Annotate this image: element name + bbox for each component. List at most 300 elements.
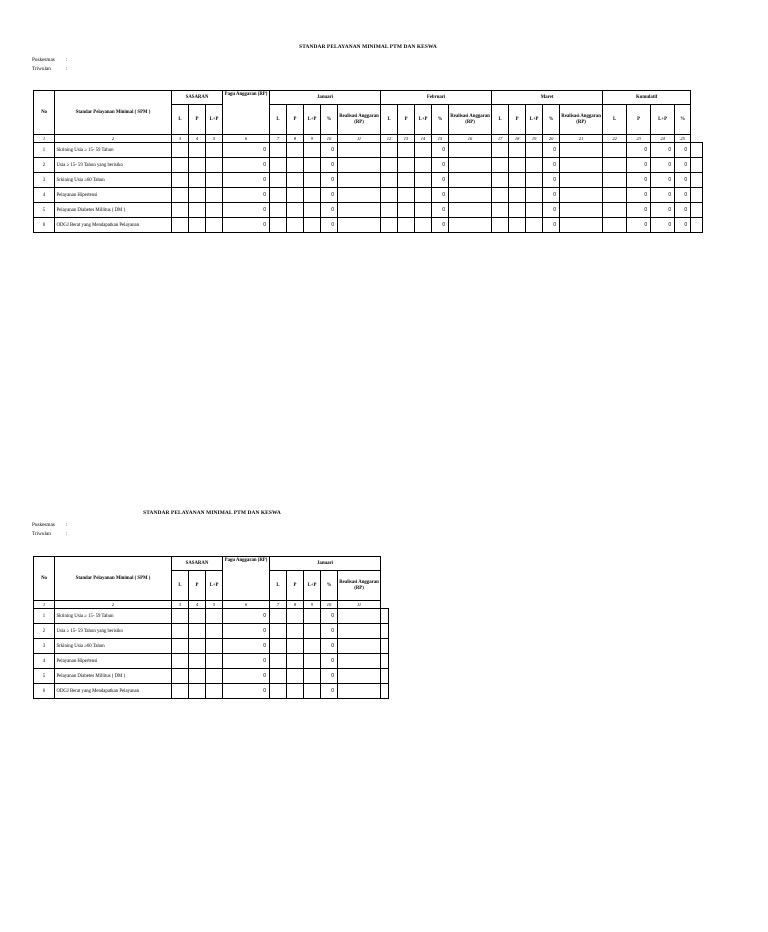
column-number: 13 xyxy=(398,135,415,143)
row-number: 4 xyxy=(34,188,55,203)
empty-cell xyxy=(398,158,415,173)
value-cell: 0 xyxy=(321,143,338,158)
empty-cell xyxy=(338,684,381,699)
row-spm-name: Pelayanan Diabetes Millitus ( DM ) xyxy=(55,669,172,684)
puskesmas-colon: : xyxy=(66,522,68,528)
value-cell: 0 xyxy=(321,669,338,684)
column-number-row xyxy=(34,601,389,609)
empty-cell xyxy=(338,218,381,233)
value-cell: 0 xyxy=(627,218,651,233)
empty-cell xyxy=(603,158,627,173)
empty-cell xyxy=(526,143,543,158)
empty-cell xyxy=(270,218,287,233)
empty-cell xyxy=(189,624,206,639)
empty-cell xyxy=(398,218,415,233)
header-sasaran-p: P xyxy=(189,105,206,135)
empty-cell xyxy=(270,609,287,624)
value-cell: 0 xyxy=(432,158,449,173)
value-cell: 0 xyxy=(432,188,449,203)
empty-cell xyxy=(603,143,627,158)
value-cell: 0 xyxy=(321,639,338,654)
header-feb-l: L xyxy=(381,105,398,135)
empty-cell xyxy=(206,654,223,669)
column-number: 11 xyxy=(338,135,381,143)
empty-cell xyxy=(287,143,304,158)
value-cell: 0 xyxy=(651,218,675,233)
column-number: 4 xyxy=(189,601,206,609)
empty-cell xyxy=(560,173,603,188)
row-spm-name: Srkining Usia ≥60 Tahun xyxy=(55,173,172,188)
triwulan-label: Triwulan xyxy=(32,530,51,537)
row-number: 2 xyxy=(34,158,55,173)
empty-cell xyxy=(381,203,398,218)
empty-cell xyxy=(172,203,189,218)
empty-cell xyxy=(691,188,703,203)
value-cell: 0 xyxy=(321,624,338,639)
empty-cell xyxy=(270,669,287,684)
empty-cell xyxy=(206,639,223,654)
header-jan-p: P xyxy=(287,105,304,135)
header-sasaran-p: P xyxy=(189,571,206,601)
empty-cell xyxy=(381,639,389,654)
triwulan-line xyxy=(32,65,67,74)
empty-cell xyxy=(287,173,304,188)
empty-cell xyxy=(189,143,206,158)
row-spm-name: ODGJ Berat yang Mendapatkan Pelayanan xyxy=(55,218,172,233)
value-cell: 0 xyxy=(432,218,449,233)
empty-cell xyxy=(492,203,509,218)
value-cell: 0 xyxy=(543,158,560,173)
empty-cell xyxy=(492,188,509,203)
empty-cell xyxy=(206,173,223,188)
spm-table-monthly xyxy=(33,556,389,699)
column-number: 24 xyxy=(651,135,675,143)
row-spm-name: Srkining Usia ≥60 Tahun xyxy=(55,639,172,654)
empty-cell xyxy=(338,143,381,158)
page-title: STANDAR PELAYANAN MINIMAL PTM DAN KESWA xyxy=(299,44,437,50)
header-kum-l: L xyxy=(603,105,627,135)
value-cell: 0 xyxy=(321,173,338,188)
empty-cell xyxy=(603,203,627,218)
column-number: 5 xyxy=(206,135,223,143)
empty-cell xyxy=(691,143,703,158)
empty-cell xyxy=(189,639,206,654)
empty-cell xyxy=(509,173,526,188)
value-cell: 0 xyxy=(651,143,675,158)
empty-cell xyxy=(449,218,492,233)
empty-cell xyxy=(449,143,492,158)
empty-cell xyxy=(304,173,321,188)
empty-cell xyxy=(304,669,321,684)
table-row xyxy=(34,639,389,654)
empty-cell xyxy=(449,203,492,218)
row-number: 3 xyxy=(34,173,55,188)
header-sasaran-l: L xyxy=(172,105,189,135)
header-mar-pct: % xyxy=(543,105,560,135)
empty-cell xyxy=(270,639,287,654)
value-cell: 0 xyxy=(627,188,651,203)
empty-cell xyxy=(492,143,509,158)
empty-cell xyxy=(189,684,206,699)
empty-cell xyxy=(287,654,304,669)
header-januari: Januari xyxy=(270,91,381,105)
column-number: 5 xyxy=(206,601,223,609)
value-cell: 0 xyxy=(651,158,675,173)
empty-cell xyxy=(189,218,206,233)
empty-cell xyxy=(206,684,223,699)
empty-cell xyxy=(338,158,381,173)
empty-cell xyxy=(189,203,206,218)
row-number: 1 xyxy=(34,143,55,158)
value-cell: 0 xyxy=(651,173,675,188)
header-mar-realisasi: Realisasi Anggaran (RP) xyxy=(560,105,603,135)
value-cell: 0 xyxy=(223,143,270,158)
empty-cell xyxy=(526,188,543,203)
empty-cell xyxy=(398,203,415,218)
empty-cell xyxy=(415,158,432,173)
empty-cell xyxy=(415,143,432,158)
column-number: 7 xyxy=(270,135,287,143)
header-pagu: Pagu Anggaran (RP) xyxy=(223,557,270,601)
empty-cell xyxy=(270,654,287,669)
empty-cell xyxy=(381,669,389,684)
page-title-2: STANDAR PELAYANAN MINIMAL PTM DAN KESWA xyxy=(143,510,281,516)
empty-cell xyxy=(449,158,492,173)
triwulan-colon: : xyxy=(66,65,68,72)
value-cell: 0 xyxy=(321,684,338,699)
value-cell: 0 xyxy=(223,609,270,624)
empty-cell xyxy=(172,173,189,188)
value-cell: 0 xyxy=(223,654,270,669)
value-cell: 0 xyxy=(543,218,560,233)
empty-cell xyxy=(304,158,321,173)
empty-cell xyxy=(381,218,398,233)
row-number: 3 xyxy=(34,639,55,654)
column-number-row xyxy=(34,135,703,143)
column-number: 21 xyxy=(560,135,603,143)
column-number: 8 xyxy=(287,601,304,609)
value-cell: 0 xyxy=(223,684,270,699)
empty-cell xyxy=(560,158,603,173)
header-jan-realisasi: Realisasi Anggaran (RP) xyxy=(338,105,381,135)
empty-cell xyxy=(338,624,381,639)
empty-cell xyxy=(509,203,526,218)
header-kumulatif: Kumulatif xyxy=(603,91,691,105)
empty-cell xyxy=(189,173,206,188)
value-cell: 0 xyxy=(223,624,270,639)
empty-cell xyxy=(492,158,509,173)
empty-cell xyxy=(206,218,223,233)
column-number: 6 xyxy=(223,135,270,143)
empty-cell xyxy=(270,158,287,173)
row-spm-name: Usia ≥ 15- 59 Tahun yang berisiko xyxy=(55,158,172,173)
header-feb-pct: % xyxy=(432,105,449,135)
column-number: 22 xyxy=(603,135,627,143)
table-row xyxy=(34,203,703,218)
value-cell: 0 xyxy=(432,203,449,218)
puskesmas-label: Puskesmas xyxy=(32,57,55,63)
empty-cell xyxy=(381,684,389,699)
empty-cell xyxy=(691,203,703,218)
value-cell: 0 xyxy=(321,609,338,624)
row-spm-name: Usia ≥ 15- 59 Tahun yang berisiko xyxy=(55,624,172,639)
empty-cell xyxy=(691,158,703,173)
empty-cell xyxy=(415,173,432,188)
empty-cell xyxy=(172,684,189,699)
header-januari: Januari xyxy=(270,557,381,571)
header-sasaran-lp: L+P xyxy=(206,571,223,601)
value-cell: 0 xyxy=(675,203,691,218)
value-cell: 0 xyxy=(675,188,691,203)
value-cell: 0 xyxy=(543,188,560,203)
row-number: 2 xyxy=(34,624,55,639)
empty-cell xyxy=(338,188,381,203)
value-cell: 0 xyxy=(223,203,270,218)
value-cell: 0 xyxy=(543,143,560,158)
column-number: 8 xyxy=(287,135,304,143)
empty-cell xyxy=(287,158,304,173)
value-cell: 0 xyxy=(223,173,270,188)
empty-cell xyxy=(304,624,321,639)
empty-cell xyxy=(381,624,389,639)
empty-cell xyxy=(304,143,321,158)
value-cell: 0 xyxy=(223,158,270,173)
row-number: 5 xyxy=(34,203,55,218)
empty-cell xyxy=(398,173,415,188)
empty-cell xyxy=(270,173,287,188)
header-jan-pct: % xyxy=(321,571,338,601)
report-meta xyxy=(32,56,67,73)
empty-cell xyxy=(449,173,492,188)
header-no: No xyxy=(34,557,55,601)
empty-cell xyxy=(270,684,287,699)
empty-cell xyxy=(560,203,603,218)
empty-cell xyxy=(398,143,415,158)
empty-cell xyxy=(415,203,432,218)
value-cell: 0 xyxy=(627,173,651,188)
empty-cell xyxy=(381,143,398,158)
empty-cell xyxy=(338,203,381,218)
empty-cell xyxy=(206,624,223,639)
empty-cell xyxy=(206,188,223,203)
header-mar-p: P xyxy=(509,105,526,135)
column-number: 19 xyxy=(526,135,543,143)
empty-cell xyxy=(509,143,526,158)
puskesmas-line xyxy=(32,521,67,530)
header-mar-lp: L+P xyxy=(526,105,543,135)
empty-cell xyxy=(381,158,398,173)
empty-cell xyxy=(415,218,432,233)
header-sasaran-l: L xyxy=(172,571,189,601)
empty-cell xyxy=(338,639,381,654)
header-spm: Standar Pelayanan Minimal ( SPM ) xyxy=(55,91,172,135)
empty-cell xyxy=(381,609,389,624)
empty-cell xyxy=(304,188,321,203)
empty-cell xyxy=(270,203,287,218)
empty-cell xyxy=(526,158,543,173)
empty-cell xyxy=(206,609,223,624)
empty-cell xyxy=(492,173,509,188)
empty-cell xyxy=(509,158,526,173)
empty-cell xyxy=(206,203,223,218)
value-cell: 0 xyxy=(543,203,560,218)
empty-cell xyxy=(526,218,543,233)
empty-cell xyxy=(189,188,206,203)
empty-cell xyxy=(509,188,526,203)
empty-cell xyxy=(603,173,627,188)
column-number: 7 xyxy=(270,601,287,609)
header-no: No xyxy=(34,91,55,135)
table-row xyxy=(34,173,703,188)
value-cell: 0 xyxy=(627,143,651,158)
empty-cell xyxy=(287,669,304,684)
empty-cell xyxy=(304,203,321,218)
header-feb-p: P xyxy=(398,105,415,135)
table-row xyxy=(34,654,389,669)
empty-cell xyxy=(304,639,321,654)
header-feb-realisasi: Realisasi Anggaran (RP) xyxy=(449,105,492,135)
table-row xyxy=(34,143,703,158)
value-cell: 0 xyxy=(223,218,270,233)
header-sasaran: SASARAN xyxy=(172,91,223,105)
row-number: 6 xyxy=(34,218,55,233)
empty-cell xyxy=(189,669,206,684)
value-cell: 0 xyxy=(675,143,691,158)
header-jan-l: L xyxy=(270,105,287,135)
empty-cell xyxy=(189,654,206,669)
header-kum-p: P xyxy=(627,105,651,135)
value-cell: 0 xyxy=(543,173,560,188)
header-feb-lp: L+P xyxy=(415,105,432,135)
column-number: 23 xyxy=(627,135,651,143)
empty-cell xyxy=(338,173,381,188)
empty-cell xyxy=(449,188,492,203)
value-cell: 0 xyxy=(675,158,691,173)
value-cell: 0 xyxy=(432,173,449,188)
column-number: 4 xyxy=(189,135,206,143)
triwulan-label: Triwulan xyxy=(32,65,51,72)
value-cell: 0 xyxy=(432,143,449,158)
value-cell: 0 xyxy=(321,218,338,233)
value-cell: 0 xyxy=(675,173,691,188)
value-cell: 0 xyxy=(321,158,338,173)
empty-cell xyxy=(492,218,509,233)
column-number: 11 xyxy=(338,601,381,609)
empty-cell xyxy=(172,669,189,684)
row-number: 6 xyxy=(34,684,55,699)
empty-cell xyxy=(172,188,189,203)
empty-cell xyxy=(304,654,321,669)
row-spm-name: Pelayanan Diabetes Millitus ( DM ) xyxy=(55,203,172,218)
header-sasaran-lp: L+P xyxy=(206,105,223,135)
empty-cell xyxy=(338,669,381,684)
value-cell: 0 xyxy=(675,218,691,233)
empty-cell xyxy=(526,173,543,188)
value-cell: 0 xyxy=(223,188,270,203)
column-number: 1 xyxy=(34,601,55,609)
table-row xyxy=(34,188,703,203)
column-number: 12 xyxy=(381,135,398,143)
column-number: 1 xyxy=(34,135,55,143)
column-number: 20 xyxy=(543,135,560,143)
value-cell: 0 xyxy=(651,203,675,218)
empty-cell xyxy=(270,624,287,639)
column-number: 16 xyxy=(449,135,492,143)
report-meta-2 xyxy=(32,521,67,538)
empty-cell xyxy=(603,218,627,233)
header-jan-l: L xyxy=(270,571,287,601)
column-number: 2 xyxy=(55,601,172,609)
table-row xyxy=(34,669,389,684)
empty-cell xyxy=(338,654,381,669)
spm-table-quarterly xyxy=(33,90,703,233)
empty-cell xyxy=(270,143,287,158)
empty-cell xyxy=(560,218,603,233)
empty-cell xyxy=(415,188,432,203)
empty-cell xyxy=(287,218,304,233)
header-kum-lp: L+P xyxy=(651,105,675,135)
header-jan-lp: L+P xyxy=(304,105,321,135)
header-mar-l: L xyxy=(492,105,509,135)
value-cell: 0 xyxy=(223,639,270,654)
puskesmas-colon: : xyxy=(66,57,68,63)
table-row xyxy=(34,609,389,624)
puskesmas-line xyxy=(32,56,67,65)
empty-cell xyxy=(287,188,304,203)
value-cell: 0 xyxy=(627,203,651,218)
column-number: 2 xyxy=(55,135,172,143)
header-jan-lp: L+P xyxy=(304,571,321,601)
value-cell: 0 xyxy=(321,203,338,218)
empty-cell xyxy=(338,609,381,624)
empty-cell xyxy=(398,188,415,203)
empty-cell xyxy=(526,203,543,218)
empty-cell xyxy=(172,158,189,173)
empty-cell xyxy=(270,188,287,203)
value-cell: 0 xyxy=(321,188,338,203)
row-number: 1 xyxy=(34,609,55,624)
row-spm-name: ODGJ Berat yang Mendapatkan Pelayanan xyxy=(55,684,172,699)
column-number: 3 xyxy=(172,135,189,143)
empty-cell xyxy=(287,203,304,218)
header-pagu: Pagu Anggaran (RP) xyxy=(223,91,270,135)
column-number: 18 xyxy=(509,135,526,143)
empty-cell xyxy=(304,218,321,233)
row-spm-name: Skrining Usia ≥ 15- 59 Tahun xyxy=(55,143,172,158)
table-row xyxy=(34,684,389,699)
empty-cell xyxy=(509,218,526,233)
value-cell: 0 xyxy=(651,188,675,203)
header-sasaran: SASARAN xyxy=(172,557,223,571)
empty-cell xyxy=(172,218,189,233)
header-jan-pct: % xyxy=(321,105,338,135)
empty-cell xyxy=(603,188,627,203)
header-maret: Maret xyxy=(492,91,603,105)
empty-cell xyxy=(189,158,206,173)
column-number: 10 xyxy=(321,135,338,143)
triwulan-colon: : xyxy=(66,530,68,537)
empty-cell xyxy=(304,609,321,624)
empty-cell xyxy=(560,143,603,158)
empty-cell xyxy=(691,218,703,233)
empty-cell xyxy=(206,669,223,684)
column-number: 17 xyxy=(492,135,509,143)
column-number: 9 xyxy=(304,601,321,609)
puskesmas-label: Puskesmas xyxy=(32,522,55,528)
header-spm: Standar Pelayanan Minimal ( SPM ) xyxy=(55,557,172,601)
header-februari: Februari xyxy=(381,91,492,105)
column-number: 9 xyxy=(304,135,321,143)
